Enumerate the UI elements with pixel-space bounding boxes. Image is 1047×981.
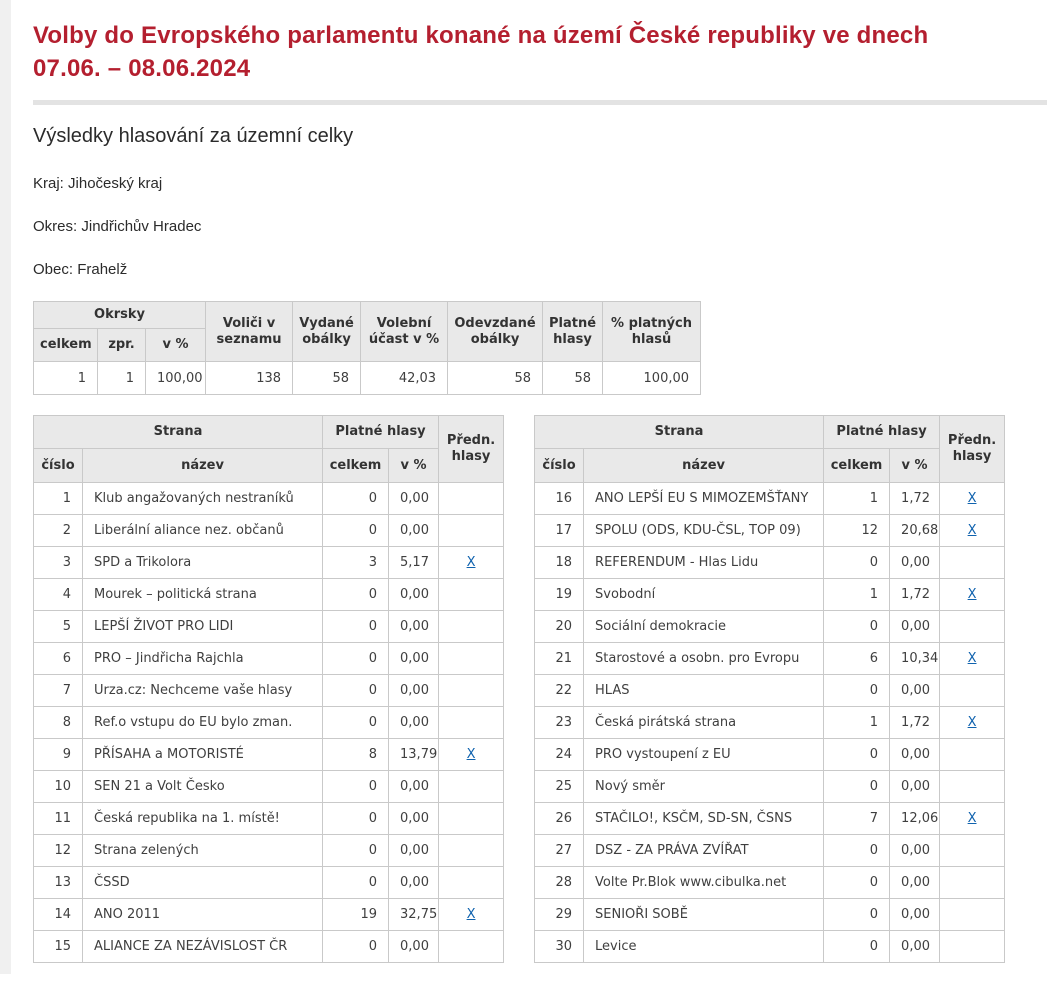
party-total-cell: 0 [824, 931, 890, 963]
party-row [34, 867, 504, 899]
pref-votes-cell [439, 931, 504, 963]
summary-platne-hlasy: 58 [543, 362, 603, 395]
summary-subheader-zpr: zpr. [98, 329, 146, 362]
region-label: Kraj: [33, 175, 64, 192]
party-name-cell: PŘÍSAHA a MOTORISTÉ [83, 739, 323, 771]
party-row [34, 835, 504, 867]
pref-votes-cell [439, 835, 504, 867]
party-percent-cell: 32,75 [389, 899, 439, 931]
party-name-cell: Volte Pr.Blok www.cibulka.net [584, 867, 824, 899]
party-row [34, 675, 504, 707]
party-total-cell: 0 [824, 739, 890, 771]
party-row [535, 931, 1005, 963]
party-number-cell: 29 [535, 899, 584, 931]
summary-header-pct-platnych: % platných hlasů [603, 302, 701, 362]
party-percent-cell: 0,00 [890, 835, 940, 867]
pref-votes-link[interactable]: X [967, 587, 977, 602]
party-percent-cell: 0,00 [389, 579, 439, 611]
summary-table [33, 301, 701, 395]
summary-header-vydane-obalky: Vydané obálky [293, 302, 361, 362]
party-name-cell: Urza.cz: Nechceme vaše hlasy [83, 675, 323, 707]
party-total-cell: 0 [323, 611, 389, 643]
party-percent-cell: 20,68 [890, 515, 940, 547]
party-row [34, 483, 504, 515]
pref-votes-cell [439, 483, 504, 515]
section-subtitle: Výsledky hlasování za územní celky [33, 125, 354, 147]
party-number-cell: 2 [34, 515, 83, 547]
pref-votes-cell [940, 803, 1005, 835]
party-name-cell: Liberální aliance nez. občanů [83, 515, 323, 547]
party-total-cell: 1 [824, 707, 890, 739]
party-percent-cell: 0,00 [890, 899, 940, 931]
party-name-cell: Ref.o vstupu do EU bylo zman. [83, 707, 323, 739]
party-name-cell: REFERENDUM - Hlas Lidu [584, 547, 824, 579]
party-header-strana: Strana [535, 416, 824, 449]
party-number-cell: 14 [34, 899, 83, 931]
party-name-cell: ALIANCE ZA NEZÁVISLOST ČR [83, 931, 323, 963]
region-value: Frahelž [77, 261, 128, 278]
party-percent-cell: 0,00 [389, 803, 439, 835]
pref-votes-cell [439, 611, 504, 643]
party-row [535, 771, 1005, 803]
pref-votes-cell [940, 739, 1005, 771]
party-number-cell: 10 [34, 771, 83, 803]
party-percent-cell: 0,00 [389, 707, 439, 739]
pref-votes-cell [439, 675, 504, 707]
party-percent-cell: 0,00 [890, 771, 940, 803]
party-total-cell: 0 [824, 675, 890, 707]
summary-pct-platnych: 100,00 [603, 362, 701, 395]
party-name-cell: ANO LEPŠÍ EU S MIMOZEMŠŤANY [584, 483, 824, 515]
party-number-cell: 7 [34, 675, 83, 707]
party-name-cell: DSZ - ZA PRÁVA ZVÍŘAT [584, 835, 824, 867]
pref-votes-link[interactable]: X [967, 523, 977, 538]
party-total-cell: 1 [824, 579, 890, 611]
party-total-cell: 6 [824, 643, 890, 675]
summary-header-odevzdane-obalky: Odevzdané obálky [448, 302, 543, 362]
party-row [34, 739, 504, 771]
results-page [11, 0, 1047, 981]
party-name-cell: Strana zelených [83, 835, 323, 867]
party-number-cell: 8 [34, 707, 83, 739]
pref-votes-cell [439, 707, 504, 739]
party-name-cell: HLAS [584, 675, 824, 707]
pref-votes-cell [940, 547, 1005, 579]
party-number-cell: 25 [535, 771, 584, 803]
party-percent-cell: 10,34 [890, 643, 940, 675]
party-row [34, 707, 504, 739]
party-percent-cell: 1,72 [890, 483, 940, 515]
summary-okrsky-celkem: 1 [34, 362, 98, 395]
party-total-cell: 0 [323, 803, 389, 835]
party-row [34, 579, 504, 611]
party-number-cell: 1 [34, 483, 83, 515]
summary-volici: 138 [206, 362, 293, 395]
party-percent-cell: 0,00 [890, 611, 940, 643]
pref-votes-link[interactable]: X [466, 747, 476, 762]
party-number-cell: 24 [535, 739, 584, 771]
party-name-cell: Levice [584, 931, 824, 963]
pref-votes-cell [940, 675, 1005, 707]
summary-header-platne-hlasy: Platné hlasy [543, 302, 603, 362]
party-total-cell: 1 [824, 483, 890, 515]
party-percent-cell: 1,72 [890, 579, 940, 611]
party-percent-cell: 13,79 [389, 739, 439, 771]
summary-header-ucast: Volební účast v % [361, 302, 448, 362]
party-total-cell: 0 [323, 643, 389, 675]
party-number-cell: 13 [34, 867, 83, 899]
pref-votes-link[interactable]: X [466, 907, 476, 922]
party-number-cell: 22 [535, 675, 584, 707]
region-line-okres [33, 218, 1047, 236]
party-number-cell: 9 [34, 739, 83, 771]
party-row [535, 707, 1005, 739]
party-name-cell: SPOLU (ODS, KDU-ČSL, TOP 09) [584, 515, 824, 547]
party-header-cislo: číslo [34, 449, 83, 483]
party-percent-cell: 0,00 [890, 931, 940, 963]
party-name-cell: Mourek – politická strana [83, 579, 323, 611]
party-total-cell: 0 [323, 483, 389, 515]
party-total-cell: 0 [824, 835, 890, 867]
party-row [535, 483, 1005, 515]
summary-okrsky-vpct: 100,00 [146, 362, 206, 395]
party-number-cell: 19 [535, 579, 584, 611]
party-header-vpct: v % [890, 449, 940, 483]
party-percent-cell: 0,00 [389, 675, 439, 707]
party-header-predn-hlasy: Předn. hlasy [940, 416, 1005, 483]
party-number-cell: 6 [34, 643, 83, 675]
pref-votes-cell [439, 803, 504, 835]
party-row [535, 899, 1005, 931]
party-header-nazev: název [83, 449, 323, 483]
region-value: Jihočeský kraj [68, 175, 163, 192]
summary-header-volici: Voliči v seznamu [206, 302, 293, 362]
party-number-cell: 3 [34, 547, 83, 579]
party-name-cell: PRO vystoupení z EU [584, 739, 824, 771]
party-name-cell: Česká pirátská strana [584, 707, 824, 739]
party-header-predn-hlasy: Předn. hlasy [439, 416, 504, 483]
region-line-obec [33, 261, 1047, 279]
party-name-cell: ČSSD [83, 867, 323, 899]
party-percent-cell: 0,00 [389, 867, 439, 899]
party-percent-cell: 0,00 [389, 931, 439, 963]
page-title [33, 0, 983, 85]
pref-votes-link[interactable]: X [967, 491, 977, 506]
party-total-cell: 0 [824, 611, 890, 643]
page-left-margin-strip [0, 0, 11, 974]
party-number-cell: 21 [535, 643, 584, 675]
party-number-cell: 28 [535, 867, 584, 899]
party-total-cell: 8 [323, 739, 389, 771]
party-total-cell: 0 [824, 771, 890, 803]
party-row [34, 899, 504, 931]
party-name-cell: PRO – Jindřicha Rajchla [83, 643, 323, 675]
party-table-left [33, 415, 504, 963]
party-row [535, 803, 1005, 835]
party-row [34, 515, 504, 547]
party-name-cell: LEPŠÍ ŽIVOT PRO LIDI [83, 611, 323, 643]
summary-data-row [34, 362, 701, 395]
party-percent-cell: 0,00 [890, 547, 940, 579]
pref-votes-cell [439, 867, 504, 899]
pref-votes-cell [940, 579, 1005, 611]
page-title-line2: 07.06. – 08.06.2024 [33, 55, 251, 82]
pref-votes-cell [940, 611, 1005, 643]
pref-votes-cell [940, 771, 1005, 803]
party-total-cell: 0 [323, 515, 389, 547]
party-percent-cell: 1,72 [890, 707, 940, 739]
region-value: Jindřichův Hradec [81, 218, 202, 235]
party-number-cell: 30 [535, 931, 584, 963]
pref-votes-cell [940, 867, 1005, 899]
party-percent-cell: 0,00 [389, 611, 439, 643]
party-row [535, 611, 1005, 643]
pref-votes-link[interactable]: X [466, 555, 476, 570]
party-header-celkem: celkem [824, 449, 890, 483]
party-number-cell: 16 [535, 483, 584, 515]
pref-votes-cell [439, 515, 504, 547]
party-number-cell: 27 [535, 835, 584, 867]
party-number-cell: 15 [34, 931, 83, 963]
party-name-cell: Sociální demokracie [584, 611, 824, 643]
party-percent-cell: 0,00 [890, 675, 940, 707]
party-header-nazev: název [584, 449, 824, 483]
party-total-cell: 3 [323, 547, 389, 579]
party-percent-cell: 0,00 [890, 867, 940, 899]
party-header-cislo: číslo [535, 449, 584, 483]
party-total-cell: 0 [323, 771, 389, 803]
pref-votes-cell [940, 707, 1005, 739]
pref-votes-link[interactable]: X [967, 811, 977, 826]
party-row [34, 547, 504, 579]
summary-subheader-vpct: v % [146, 329, 206, 362]
party-row [535, 547, 1005, 579]
party-row [535, 739, 1005, 771]
summary-ucast: 42,03 [361, 362, 448, 395]
party-name-cell: STAČILO!, KSČM, SD-SN, ČSNS [584, 803, 824, 835]
pref-votes-cell [439, 771, 504, 803]
party-name-cell: SENIOŘI SOBĚ [584, 899, 824, 931]
party-total-cell: 0 [323, 579, 389, 611]
pref-votes-cell [940, 835, 1005, 867]
party-total-cell: 0 [824, 867, 890, 899]
title-divider [33, 100, 1047, 105]
party-percent-cell: 0,00 [389, 483, 439, 515]
party-header-platne-hlasy: Platné hlasy [323, 416, 439, 449]
pref-votes-cell [940, 899, 1005, 931]
party-header-platne-hlasy: Platné hlasy [824, 416, 940, 449]
party-row [535, 835, 1005, 867]
party-row [34, 643, 504, 675]
party-name-cell: Klub angažovaných nestraníků [83, 483, 323, 515]
party-row [34, 611, 504, 643]
pref-votes-cell [940, 643, 1005, 675]
party-number-cell: 17 [535, 515, 584, 547]
party-total-cell: 0 [824, 547, 890, 579]
party-name-cell: Česká republika na 1. místě! [83, 803, 323, 835]
pref-votes-cell [940, 515, 1005, 547]
party-number-cell: 23 [535, 707, 584, 739]
pref-votes-cell [439, 547, 504, 579]
party-name-cell: SPD a Trikolora [83, 547, 323, 579]
pref-votes-link[interactable]: X [967, 651, 977, 666]
summary-vydane-obalky: 58 [293, 362, 361, 395]
party-header-strana: Strana [34, 416, 323, 449]
party-total-cell: 0 [323, 931, 389, 963]
pref-votes-cell [940, 483, 1005, 515]
summary-odevzdane-obalky: 58 [448, 362, 543, 395]
party-row [535, 579, 1005, 611]
pref-votes-cell [439, 739, 504, 771]
party-number-cell: 4 [34, 579, 83, 611]
pref-votes-cell [439, 579, 504, 611]
party-total-cell: 19 [323, 899, 389, 931]
party-tables-container [33, 415, 1047, 963]
party-percent-cell: 0,00 [389, 835, 439, 867]
party-total-cell: 0 [323, 675, 389, 707]
summary-header-okrsky: Okrsky [34, 302, 206, 329]
party-name-cell: ANO 2011 [83, 899, 323, 931]
party-header-vpct: v % [389, 449, 439, 483]
pref-votes-cell [940, 931, 1005, 963]
party-name-cell: Nový směr [584, 771, 824, 803]
party-percent-cell: 0,00 [389, 771, 439, 803]
party-number-cell: 11 [34, 803, 83, 835]
party-row [535, 867, 1005, 899]
party-row [535, 515, 1005, 547]
pref-votes-cell [439, 899, 504, 931]
party-name-cell: SEN 21 a Volt Česko [83, 771, 323, 803]
pref-votes-link[interactable]: X [967, 715, 977, 730]
party-row [34, 771, 504, 803]
party-number-cell: 26 [535, 803, 584, 835]
party-total-cell: 0 [323, 867, 389, 899]
summary-okrsky-zpr: 1 [98, 362, 146, 395]
summary-subheader-celkem: celkem [34, 329, 98, 362]
party-total-cell: 0 [323, 707, 389, 739]
party-row [34, 931, 504, 963]
party-row [535, 675, 1005, 707]
party-table-right [534, 415, 1005, 963]
party-number-cell: 12 [34, 835, 83, 867]
party-header-celkem: celkem [323, 449, 389, 483]
party-percent-cell: 12,06 [890, 803, 940, 835]
region-label: Obec: [33, 261, 74, 278]
party-number-cell: 20 [535, 611, 584, 643]
party-row [34, 803, 504, 835]
party-name-cell: Svobodní [584, 579, 824, 611]
party-name-cell: Starostové a osobn. pro Evropu [584, 643, 824, 675]
party-number-cell: 18 [535, 547, 584, 579]
pref-votes-cell [439, 643, 504, 675]
region-line-kraj [33, 175, 1047, 193]
party-total-cell: 0 [824, 899, 890, 931]
party-number-cell: 5 [34, 611, 83, 643]
party-percent-cell: 0,00 [890, 739, 940, 771]
party-total-cell: 7 [824, 803, 890, 835]
party-percent-cell: 0,00 [389, 515, 439, 547]
party-percent-cell: 5,17 [389, 547, 439, 579]
party-percent-cell: 0,00 [389, 643, 439, 675]
party-row [535, 643, 1005, 675]
page-title-line1: Volby do Evropského parlamentu konané na území České republiky ve dnech [33, 22, 929, 49]
party-total-cell: 0 [323, 835, 389, 867]
party-total-cell: 12 [824, 515, 890, 547]
region-label: Okres: [33, 218, 78, 235]
